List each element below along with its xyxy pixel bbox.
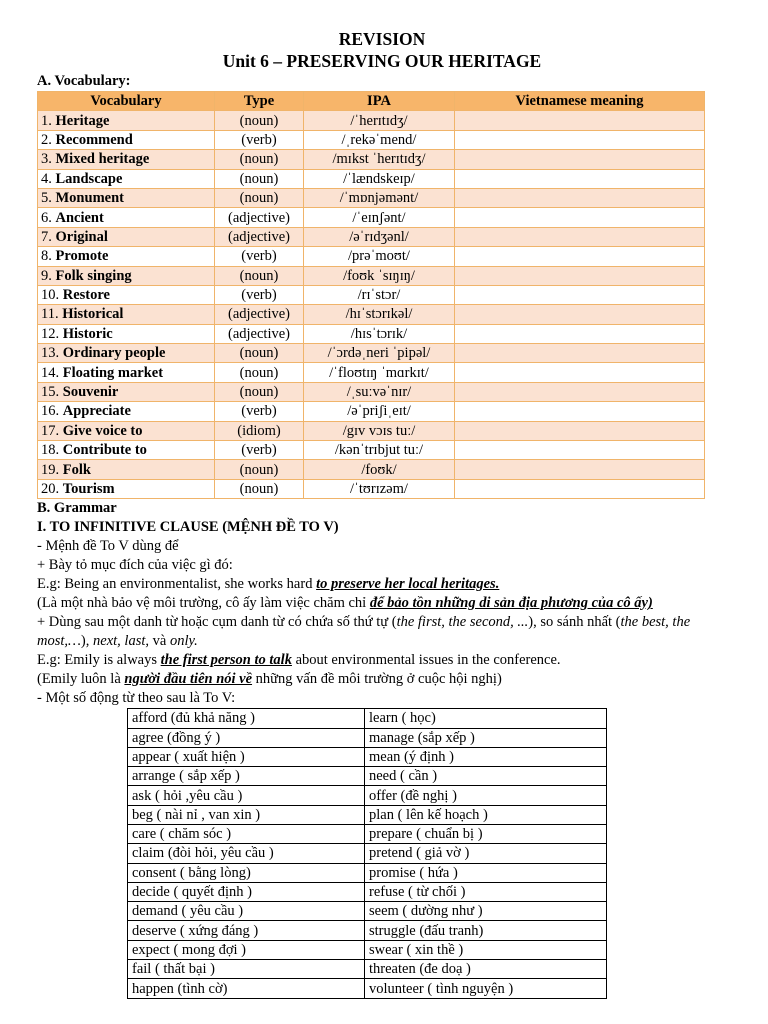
vocab-ipa: /ˈherɪtɪdʒ/ bbox=[304, 111, 455, 130]
vocab-meaning bbox=[455, 227, 705, 246]
verb-right: struggle (đấu tranh) bbox=[365, 921, 607, 940]
vocab-meaning bbox=[455, 150, 705, 169]
vocab-ipa: /ˈtʊrɪzəm/ bbox=[304, 479, 455, 498]
vocab-word: Heritage bbox=[55, 112, 110, 129]
vocabulary-row bbox=[38, 130, 705, 149]
vocab-type: (noun) bbox=[215, 169, 304, 188]
verb-left: decide ( quyết định ) bbox=[128, 882, 365, 901]
vocab-ipa: /rɪˈstɔr/ bbox=[304, 285, 455, 304]
verb-left: expect ( mong đợi ) bbox=[128, 940, 365, 959]
vocab-meaning bbox=[455, 479, 705, 498]
verb-row bbox=[128, 960, 607, 979]
vocab-number: 19. bbox=[41, 461, 60, 478]
vocab-type: (noun) bbox=[215, 111, 304, 130]
vocab-word-cell bbox=[38, 266, 215, 285]
vocab-number: 7. bbox=[41, 228, 52, 245]
verb-row bbox=[128, 863, 607, 882]
vocabulary-row bbox=[38, 169, 705, 188]
verb-right: refuse ( từ chối ) bbox=[365, 882, 607, 901]
vocab-number: 5. bbox=[41, 190, 52, 207]
vocabulary-row bbox=[38, 111, 705, 130]
vocab-word: Historical bbox=[62, 306, 124, 323]
verb-left: appear ( xuất hiện ) bbox=[128, 747, 365, 766]
vocab-number: 1. bbox=[41, 112, 52, 129]
vocab-type: (adjective) bbox=[215, 324, 304, 343]
vocab-meaning bbox=[455, 169, 705, 188]
verb-left: care ( chăm sóc ) bbox=[128, 824, 365, 843]
vocab-ipa: /foʊk/ bbox=[304, 460, 455, 479]
vocab-ipa: /əˈpriʃiˌeɪt/ bbox=[304, 402, 455, 421]
grammar-line-3: + Dùng sau một danh từ hoặc cụm danh từ có chứa số thứ tự (the first, the second, ...), so sánh nhất (the best, the most,…), next, last, và only. bbox=[37, 614, 691, 650]
vocab-word: Appreciate bbox=[62, 403, 131, 420]
vocabulary-row bbox=[38, 305, 705, 324]
vocab-meaning bbox=[455, 324, 705, 343]
verb-row bbox=[128, 747, 607, 766]
vocab-ipa: /ˈfloʊtɪŋ ˈmɑrkɪt/ bbox=[304, 363, 455, 382]
vocab-word: Historic bbox=[62, 325, 113, 342]
document-title: REVISION bbox=[338, 29, 426, 49]
verb-left: ask ( hỏi ,yêu cầu ) bbox=[128, 786, 365, 805]
verb-left: agree (đồng ý ) bbox=[128, 728, 365, 747]
vocab-type: (verb) bbox=[215, 441, 304, 460]
vocab-number: 18. bbox=[41, 442, 60, 459]
verb-right: mean (ý định ) bbox=[365, 747, 607, 766]
vocab-number: 10. bbox=[41, 287, 60, 304]
vocab-meaning bbox=[455, 111, 705, 130]
verb-right: pretend ( giả vờ ) bbox=[365, 844, 607, 863]
vocab-number: 13. bbox=[41, 345, 60, 362]
vocab-type: (verb) bbox=[215, 247, 304, 266]
vocab-word-cell bbox=[38, 324, 215, 343]
vocab-meaning bbox=[455, 402, 705, 421]
verb-right: manage (sắp xếp ) bbox=[365, 728, 607, 747]
vocab-word-cell bbox=[38, 188, 215, 207]
vocabulary-row bbox=[38, 324, 705, 343]
vocab-type: (noun) bbox=[215, 344, 304, 363]
vocab-meaning bbox=[455, 266, 705, 285]
vocab-meaning bbox=[455, 363, 705, 382]
verb-row bbox=[128, 940, 607, 959]
vocab-number: 6. bbox=[41, 209, 52, 226]
verb-left: arrange ( sắp xếp ) bbox=[128, 767, 365, 786]
vocab-ipa: /mɪkst ˈherɪtɪdʒ/ bbox=[304, 150, 455, 169]
verb-right: offer (đề nghị ) bbox=[365, 786, 607, 805]
col-header-ipa: IPA bbox=[304, 92, 455, 111]
vocabulary-row bbox=[38, 188, 705, 207]
vocab-ipa: /ˌrekəˈmend/ bbox=[304, 130, 455, 149]
vocab-number: 20. bbox=[41, 481, 60, 497]
vocabulary-row bbox=[38, 227, 705, 246]
verb-left: demand ( yêu cầu ) bbox=[128, 902, 365, 921]
grammar-line-1: - Mệnh đề To V dùng để bbox=[37, 538, 179, 555]
vocabulary-row bbox=[38, 460, 705, 479]
to-v-verbs-table bbox=[127, 708, 607, 998]
vocab-type: (noun) bbox=[215, 363, 304, 382]
verb-right: promise ( hứa ) bbox=[365, 863, 607, 882]
col-header-vocabulary: Vocabulary bbox=[38, 92, 215, 111]
vocab-word: Souvenir bbox=[62, 384, 119, 401]
vocab-word-cell bbox=[38, 402, 215, 421]
vocab-number: 14. bbox=[41, 364, 60, 381]
vocab-meaning bbox=[455, 285, 705, 304]
verb-row bbox=[128, 709, 607, 728]
col-header-type: Type bbox=[215, 92, 304, 111]
vocabulary-row bbox=[38, 402, 705, 421]
vocab-number: 8. bbox=[41, 248, 52, 265]
vocab-word-cell bbox=[38, 208, 215, 227]
col-header-vietnamese: Vietnamese meaning bbox=[455, 92, 705, 111]
vocab-word-cell bbox=[38, 441, 215, 460]
vocab-ipa: /ˈlændskeɪp/ bbox=[304, 169, 455, 188]
vocabulary-row bbox=[38, 208, 705, 227]
vocabulary-header-row bbox=[38, 92, 705, 111]
vocab-number: 17. bbox=[41, 422, 60, 439]
verb-right: learn ( học) bbox=[365, 709, 607, 728]
document-page bbox=[37, 28, 727, 999]
vocab-number: 11. bbox=[41, 306, 59, 323]
vocab-meaning bbox=[455, 460, 705, 479]
vocab-word-cell bbox=[38, 150, 215, 169]
verb-right: plan ( lên kế hoạch ) bbox=[365, 805, 607, 824]
verb-row bbox=[128, 786, 607, 805]
vocab-word-cell bbox=[38, 421, 215, 440]
vocab-word-cell bbox=[38, 305, 215, 324]
section-a-heading: A. Vocabulary: bbox=[37, 73, 131, 89]
vocabulary-row bbox=[38, 441, 705, 460]
verb-right: seem ( dường như ) bbox=[365, 902, 607, 921]
verb-left: claim (đòi hỏi, yêu cầu ) bbox=[128, 844, 365, 863]
vocab-type: (adjective) bbox=[215, 227, 304, 246]
vocab-word: Folk bbox=[62, 461, 91, 478]
vocab-word-cell bbox=[38, 382, 215, 401]
example-1: E.g: Being an environmentalist, she works hard to preserve her local heritages. bbox=[37, 576, 500, 593]
verb-right: need ( cần ) bbox=[365, 767, 607, 786]
vocabulary-row bbox=[38, 285, 705, 304]
vocab-meaning bbox=[455, 208, 705, 227]
vocab-word-cell bbox=[38, 227, 215, 246]
vocabulary-row bbox=[38, 421, 705, 440]
verb-row bbox=[128, 979, 607, 998]
vocab-ipa: /hɪsˈtɔrɪk/ bbox=[304, 324, 455, 343]
vocab-type: (verb) bbox=[215, 285, 304, 304]
vocab-ipa: /kənˈtrɪbjut tuː/ bbox=[304, 441, 455, 460]
verb-row bbox=[128, 824, 607, 843]
vocab-type: (verb) bbox=[215, 402, 304, 421]
vocab-meaning bbox=[455, 188, 705, 207]
verb-left: deserve ( xứng đáng ) bbox=[128, 921, 365, 940]
verb-right: swear ( xin thề ) bbox=[365, 940, 607, 959]
vocab-type: (adjective) bbox=[215, 208, 304, 227]
vocab-word-cell bbox=[38, 130, 215, 149]
vocab-meaning bbox=[455, 247, 705, 266]
vocabulary-row bbox=[38, 382, 705, 401]
vocab-ipa: /hɪˈstɔrɪkəl/ bbox=[304, 305, 455, 324]
vocab-ipa: /foʊk ˈsɪŋɪŋ/ bbox=[304, 266, 455, 285]
example-2: E.g: Emily is always the first person to talk about environmental issues in the conference. bbox=[37, 652, 561, 669]
vocab-word: Mixed heritage bbox=[55, 151, 150, 168]
vocab-ipa: /əˈrɪdʒənl/ bbox=[304, 227, 455, 246]
vocab-meaning bbox=[455, 441, 705, 460]
verb-row bbox=[128, 805, 607, 824]
vocab-meaning bbox=[455, 421, 705, 440]
vocab-type: (noun) bbox=[215, 188, 304, 207]
vocab-type: (noun) bbox=[215, 150, 304, 169]
vocab-number: 2. bbox=[41, 131, 52, 148]
vocab-word: Floating market bbox=[62, 364, 164, 381]
verb-row bbox=[128, 844, 607, 863]
vocab-word: Landscape bbox=[55, 170, 123, 187]
vocab-word-cell bbox=[38, 363, 215, 382]
vocabulary-row bbox=[38, 344, 705, 363]
vocab-number: 12. bbox=[41, 325, 60, 342]
verb-right: threaten (đe doạ ) bbox=[365, 960, 607, 979]
vocab-ipa: /ˈɔrdəˌneri ˈpipəl/ bbox=[304, 344, 455, 363]
verb-left: fail ( thất bại ) bbox=[128, 960, 365, 979]
vocab-word: Promote bbox=[55, 248, 109, 265]
vocab-meaning bbox=[455, 130, 705, 149]
verb-right: volunteer ( tình nguyện ) bbox=[365, 979, 607, 998]
translation-2: (Emily luôn là người đầu tiên nói về những vấn đề môi trường ở cuộc hội nghị) bbox=[37, 671, 502, 688]
vocab-number: 9. bbox=[41, 267, 52, 284]
verb-row bbox=[128, 921, 607, 940]
vocabulary-row bbox=[38, 479, 705, 498]
vocabulary-row bbox=[38, 247, 705, 266]
verb-left: consent ( bằng lòng) bbox=[128, 863, 365, 882]
vocab-ipa: /ˈmɒnjəmənt/ bbox=[304, 188, 455, 207]
vocab-word-cell bbox=[38, 460, 215, 479]
vocab-word: Ancient bbox=[55, 209, 104, 226]
vocab-type: (noun) bbox=[215, 266, 304, 285]
verb-row bbox=[128, 902, 607, 921]
vocab-word: Ordinary people bbox=[62, 345, 166, 362]
vocab-word-cell bbox=[38, 285, 215, 304]
verb-row bbox=[128, 728, 607, 747]
vocab-word-cell bbox=[38, 169, 215, 188]
grammar-line-4: - Một số động từ theo sau là To V: bbox=[37, 690, 236, 707]
vocab-ipa: /ˈeɪnʃənt/ bbox=[304, 208, 455, 227]
vocabulary-row bbox=[38, 266, 705, 285]
verb-row bbox=[128, 767, 607, 786]
vocab-number: 16. bbox=[41, 403, 60, 420]
vocab-word-cell bbox=[38, 247, 215, 266]
verb-left: beg ( nài nỉ , van xin ) bbox=[128, 805, 365, 824]
vocab-type: (adjective) bbox=[215, 305, 304, 324]
vocab-ipa: /gɪv vɔɪs tuː/ bbox=[304, 421, 455, 440]
vocab-number: 15. bbox=[41, 384, 60, 401]
vocab-word: Folk singing bbox=[55, 267, 132, 284]
vocab-word: Give voice to bbox=[62, 422, 143, 439]
vocabulary-row bbox=[38, 363, 705, 382]
vocab-type: (idiom) bbox=[215, 421, 304, 440]
grammar-line-2: + Bày tỏ mục đích của việc gì đó: bbox=[37, 557, 233, 574]
vocab-word-cell bbox=[38, 111, 215, 130]
vocab-word: Restore bbox=[62, 287, 110, 304]
verb-row bbox=[128, 882, 607, 901]
verb-left: happen (tình cờ) bbox=[128, 979, 365, 998]
vocab-word: Monument bbox=[55, 190, 124, 207]
translation-1: (Là một nhà bảo vệ môi trường, cô ấy làm việc chăm chỉ để bảo tồn những di sản địa phương của cô ấy) bbox=[37, 595, 653, 612]
vocab-word: Original bbox=[55, 228, 108, 245]
vocab-meaning bbox=[455, 344, 705, 363]
vocabulary-table bbox=[37, 91, 705, 499]
vocab-word: Tourism bbox=[62, 481, 115, 497]
vocab-type: (verb) bbox=[215, 130, 304, 149]
vocab-meaning bbox=[455, 305, 705, 324]
verb-left: afford (đủ khả năng ) bbox=[128, 709, 365, 728]
unit-title: Unit 6 – PRESERVING OUR HERITAGE bbox=[222, 51, 542, 71]
vocab-type: (noun) bbox=[215, 479, 304, 498]
vocabulary-row bbox=[38, 150, 705, 169]
vocab-word-cell bbox=[38, 479, 215, 498]
vocab-ipa: /ˌsuːvəˈnɪr/ bbox=[304, 382, 455, 401]
vocab-word: Contribute to bbox=[62, 442, 147, 459]
vocab-word: Recommend bbox=[55, 131, 133, 148]
vocab-word-cell bbox=[38, 344, 215, 363]
grammar-title: I. TO INFINITIVE CLAUSE (MỆNH ĐỀ TO V) bbox=[37, 519, 339, 536]
vocab-number: 3. bbox=[41, 151, 52, 168]
vocab-type: (noun) bbox=[215, 460, 304, 479]
vocab-meaning bbox=[455, 382, 705, 401]
vocab-number: 4. bbox=[41, 170, 52, 187]
verb-right: prepare ( chuẩn bị ) bbox=[365, 824, 607, 843]
section-b-heading: B. Grammar bbox=[37, 500, 117, 517]
vocab-ipa: /prəˈmoʊt/ bbox=[304, 247, 455, 266]
vocab-type: (noun) bbox=[215, 382, 304, 401]
